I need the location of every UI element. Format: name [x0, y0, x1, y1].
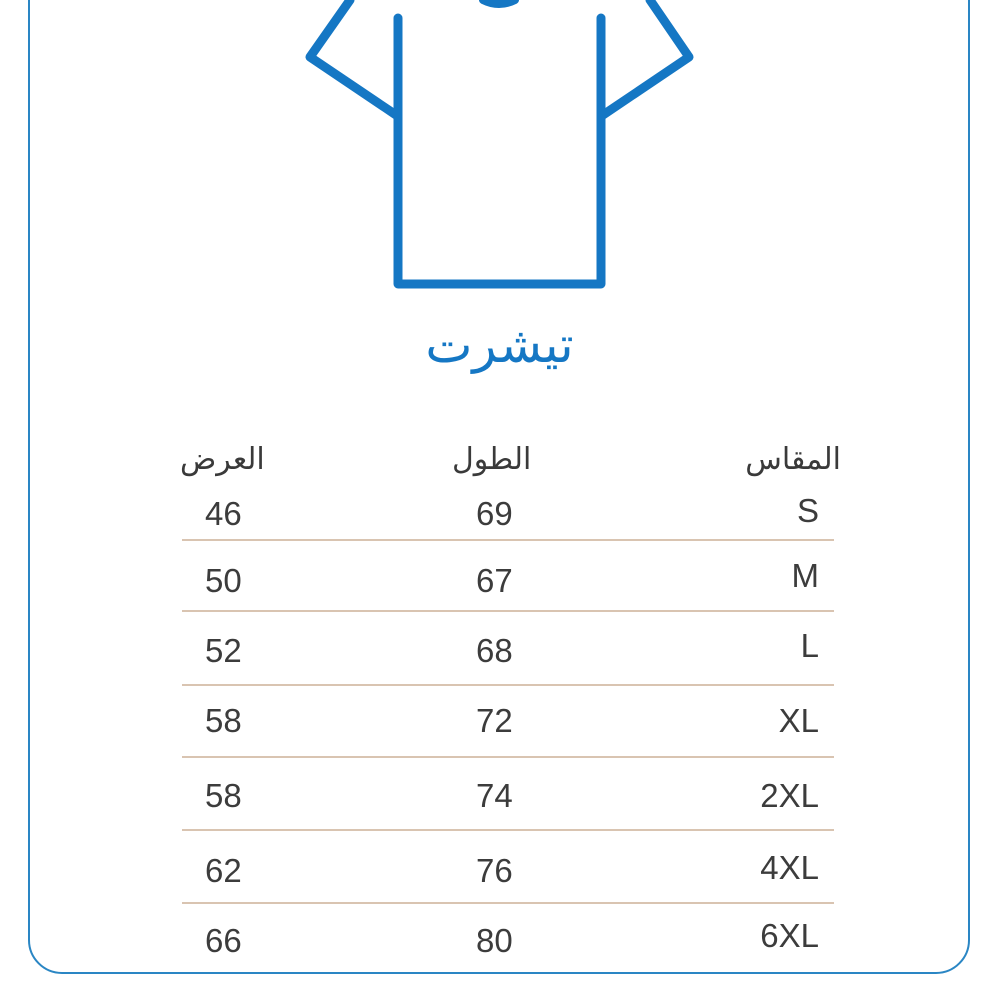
cell-length: 69 [476, 495, 513, 532]
header-width: العرض [180, 442, 265, 477]
header-length: الطول [452, 442, 532, 477]
cell-size: S [796, 492, 819, 529]
cell-size: XL [778, 702, 819, 739]
cell-size: M [791, 557, 819, 594]
cell-width: 66 [205, 922, 242, 959]
row-separator [182, 610, 834, 612]
cell-width: 62 [205, 852, 242, 889]
product-title: تيشرت [425, 316, 574, 374]
cell-length: 74 [476, 777, 513, 814]
row-separator [182, 539, 834, 541]
cell-size: 2XL [760, 777, 819, 814]
row-separator [182, 684, 834, 686]
cell-width: 58 [205, 702, 242, 739]
header-size: المقاس [745, 442, 841, 477]
cell-size: 4XL [760, 849, 819, 886]
row-separator [182, 829, 834, 831]
cell-size: L [800, 627, 819, 664]
cell-length: 76 [476, 852, 513, 889]
t-shirt-outline-icon [0, 0, 999, 300]
row-separator [182, 756, 834, 758]
cell-length: 68 [476, 632, 513, 669]
cell-width: 50 [205, 562, 242, 599]
cell-width: 52 [205, 632, 242, 669]
row-separator [182, 902, 834, 904]
cell-length: 80 [476, 922, 513, 959]
cell-size: 6XL [760, 917, 819, 954]
cell-length: 67 [476, 562, 513, 599]
cell-width: 46 [205, 495, 242, 532]
cell-length: 72 [476, 702, 513, 739]
cell-width: 58 [205, 777, 242, 814]
